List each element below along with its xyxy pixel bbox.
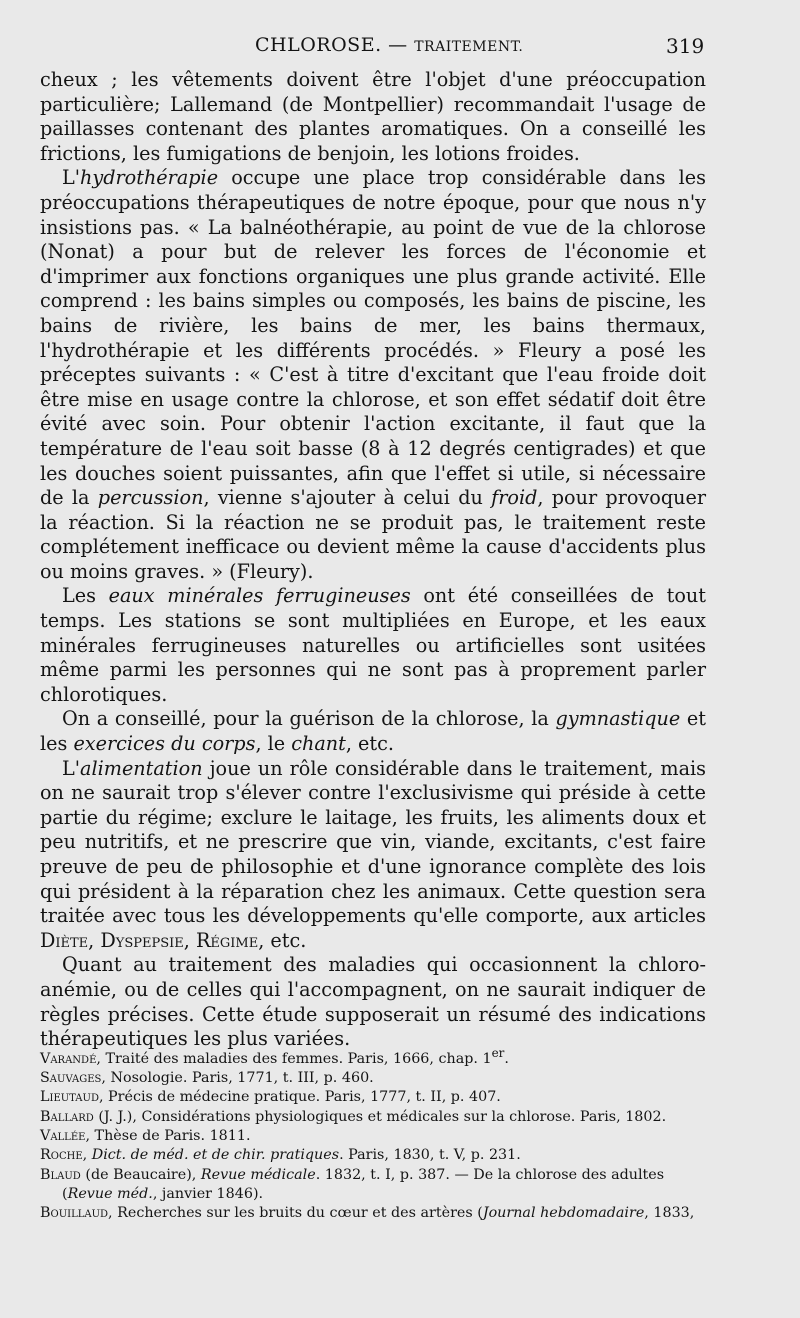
reference-entry — [40, 1108, 706, 1127]
body-text — [40, 68, 706, 1052]
paragraph-1: cheux ; les vêtements doivent être l'objet d'une préoccupation particulière; Lallemand (de Montpellier) recommandait l'usage de paillasses contenant des plantes aromatiques. On a conseillé les frictions, les fumigations de benjoin, les lotions froides. — [40, 68, 706, 165]
running-header — [0, 34, 800, 64]
header-title: CHLOROSE. — [255, 34, 382, 56]
ref-author: Varandé — [40, 1050, 97, 1067]
reference-entry — [40, 1127, 706, 1146]
header-subtitle: TRAITEMENT. — [414, 39, 524, 55]
p2-lead: L' — [62, 166, 81, 190]
p5-ref-regime: Régime — [195, 928, 259, 952]
ref-journal-1: Revue médicale — [200, 1166, 316, 1183]
ref-sep: , — [82, 1147, 92, 1164]
ref-text: . Paris, 1830, t. V, p. 231. — [339, 1147, 521, 1164]
p2-text-3: , pour provoquer la réaction. Si la réaction ne se produit pas, le traitement reste complétement inefficace ou devient même la cause d'accidents plus ou moins graves. » (Fleury). — [40, 486, 706, 583]
p4-lead: On a conseillé, pour la guérison de la chlorose, la — [62, 707, 556, 731]
p5-ref-diete: Diète — [40, 928, 89, 952]
reference-entry — [40, 1166, 706, 1205]
paragraph-4 — [40, 707, 706, 756]
p3-term-eaux: eaux minérales ferrugineuses — [108, 584, 411, 608]
paragraph-3 — [40, 584, 706, 707]
p2-term-hydrotherapie: hydrothérapie — [80, 166, 219, 190]
header-dash: — — [381, 34, 415, 56]
reference-entry — [40, 1069, 706, 1088]
p4-term-gymnastique: gymnastique — [555, 707, 681, 731]
reference-entry — [40, 1204, 706, 1223]
ref-author: Sauvages — [40, 1070, 102, 1087]
p4-term-chant: chant — [291, 732, 346, 756]
bibliography — [40, 1044, 706, 1223]
running-title — [255, 34, 523, 56]
ref-author: Lieutaud — [40, 1089, 99, 1106]
ref-author: Roche — [40, 1147, 83, 1164]
paragraph-6: Quant au traitement des maladies qui occasionnent la chloro-anémie, ou de celles qui l'accompagnent, on ne saurait indiquer de règles précises. Cette étude supposerait un résumé des indications thérapeutiques les plus variées. — [40, 953, 706, 1051]
p4-mid-1: et les — [40, 707, 706, 756]
p5-sep-1: , — [88, 928, 101, 952]
p5-text: joue un rôle considérable dans le traitement, mais on ne saurait trop s'élever contre l'exclusivisme qui préside à cette partie du régime; exclure le laitage, les fruits, les aliments doux et peu nutritifs, et ne prescrire que vin, viande, excitants, c'est faire preuve de peu de philosophie et d'une ignorance complète des lois qui président à la réparation chez les animaux. Cette question sera traitée avec tous les développements qu'elle comporte, aux articles — [40, 756, 706, 928]
ref-text-1: , Recherches sur les bruits du cœur et des artères ( — [108, 1205, 483, 1222]
paragraph-2 — [40, 166, 706, 584]
ref-text-2: . 1832, t. I, p. 387. — De la chlorose des adultes ( — [62, 1166, 665, 1202]
p5-end: , etc. — [258, 928, 307, 952]
ref-sup: er — [491, 1046, 505, 1060]
p4-mid-2: , le — [255, 732, 292, 756]
reference-entry — [40, 1088, 706, 1107]
reference-entry — [40, 1044, 706, 1069]
p5-ref-dyspepsie: Dyspepsie — [100, 928, 184, 952]
p4-end: , etc. — [345, 732, 394, 756]
p2-text-2: , vienne s'ajouter à celui du — [203, 486, 492, 510]
ref-text-3: , janvier 1846). — [152, 1185, 264, 1202]
p5-sep-2: , — [183, 928, 196, 952]
p2-text-1: occupe une place trop considérable dans les préoccupations thérapeutiques de notre époque, pour que nous n'y insistions pas. « La balnéothérapie, au point de vue de la chlorose (Nonat) a pour but de relever les forces de l'économie et d'imprimer aux fonctions organiques une plus grande activité. Elle comprend : les bains simples ou composés, les bains de piscine, les bains de rivière, les bains de mer, les bains thermaux, l'hydrothérapie et les différents procédés. » Fleury a posé les préceptes suivants : « C'est à titre d'excitant que l'eau froide doit être mise en usage contre la chlorose, et son effet sédatif doit être évité avec soin. Pour obtenir l'action excitante, il faut que la température de l'eau soit basse (8 à 12 degrés centigrades) et que les douches soient puissantes, afin que l'effet si utile, si nécessaire de la — [40, 166, 706, 510]
p5-lead: L' — [62, 756, 81, 780]
ref-text-2: , 1833, — [644, 1205, 695, 1222]
ref-author: Bouillaud — [40, 1205, 109, 1222]
ref-text: , Thèse de Paris. 1811. — [85, 1127, 251, 1144]
ref-author: Blaud — [40, 1166, 81, 1183]
ref-text-1: (de Beaucaire), — [80, 1166, 201, 1183]
ref-author: Ballard — [40, 1108, 94, 1125]
p5-term-alimentation: alimentation — [80, 756, 203, 780]
ref-author: Vallée — [40, 1127, 86, 1144]
page-number: 319 — [666, 34, 705, 58]
p2-term-froid: froid — [491, 486, 538, 510]
reference-entry — [40, 1146, 706, 1165]
p3-lead: Les — [62, 584, 109, 608]
ref-text: (J. J.), Considérations physiologiques et médicales sur la chlorose. Paris, 1802. — [93, 1108, 667, 1125]
ref-text: , Nosologie. Paris, 1771, t. III, p. 460. — [101, 1070, 374, 1087]
ref-end: . — [504, 1050, 509, 1067]
ref-journal: Journal hebdomadaire — [482, 1205, 645, 1222]
ref-text: , Traité des maladies des femmes. Paris, 1666, chap. 1 — [96, 1050, 492, 1067]
p4-term-exercices: exercices du corps — [73, 732, 256, 756]
paragraph-5 — [40, 757, 706, 954]
ref-text: , Précis de médecine pratique. Paris, 1777, t. II, p. 407. — [98, 1089, 501, 1106]
p2-term-percussion: percussion — [97, 486, 204, 510]
p3-text: ont été conseillées de tout temps. Les stations se sont multipliées en Europe, et les eaux minérales ferrugineuses naturelles ou artificielles sont usitées même parmi les personnes qui ne sont pas à proprement parler chlorotiques. — [40, 584, 706, 706]
ref-journal-2: Revue méd. — [67, 1185, 153, 1202]
ref-journal: Dict. de méd. et de chir. pratiques — [91, 1147, 340, 1164]
